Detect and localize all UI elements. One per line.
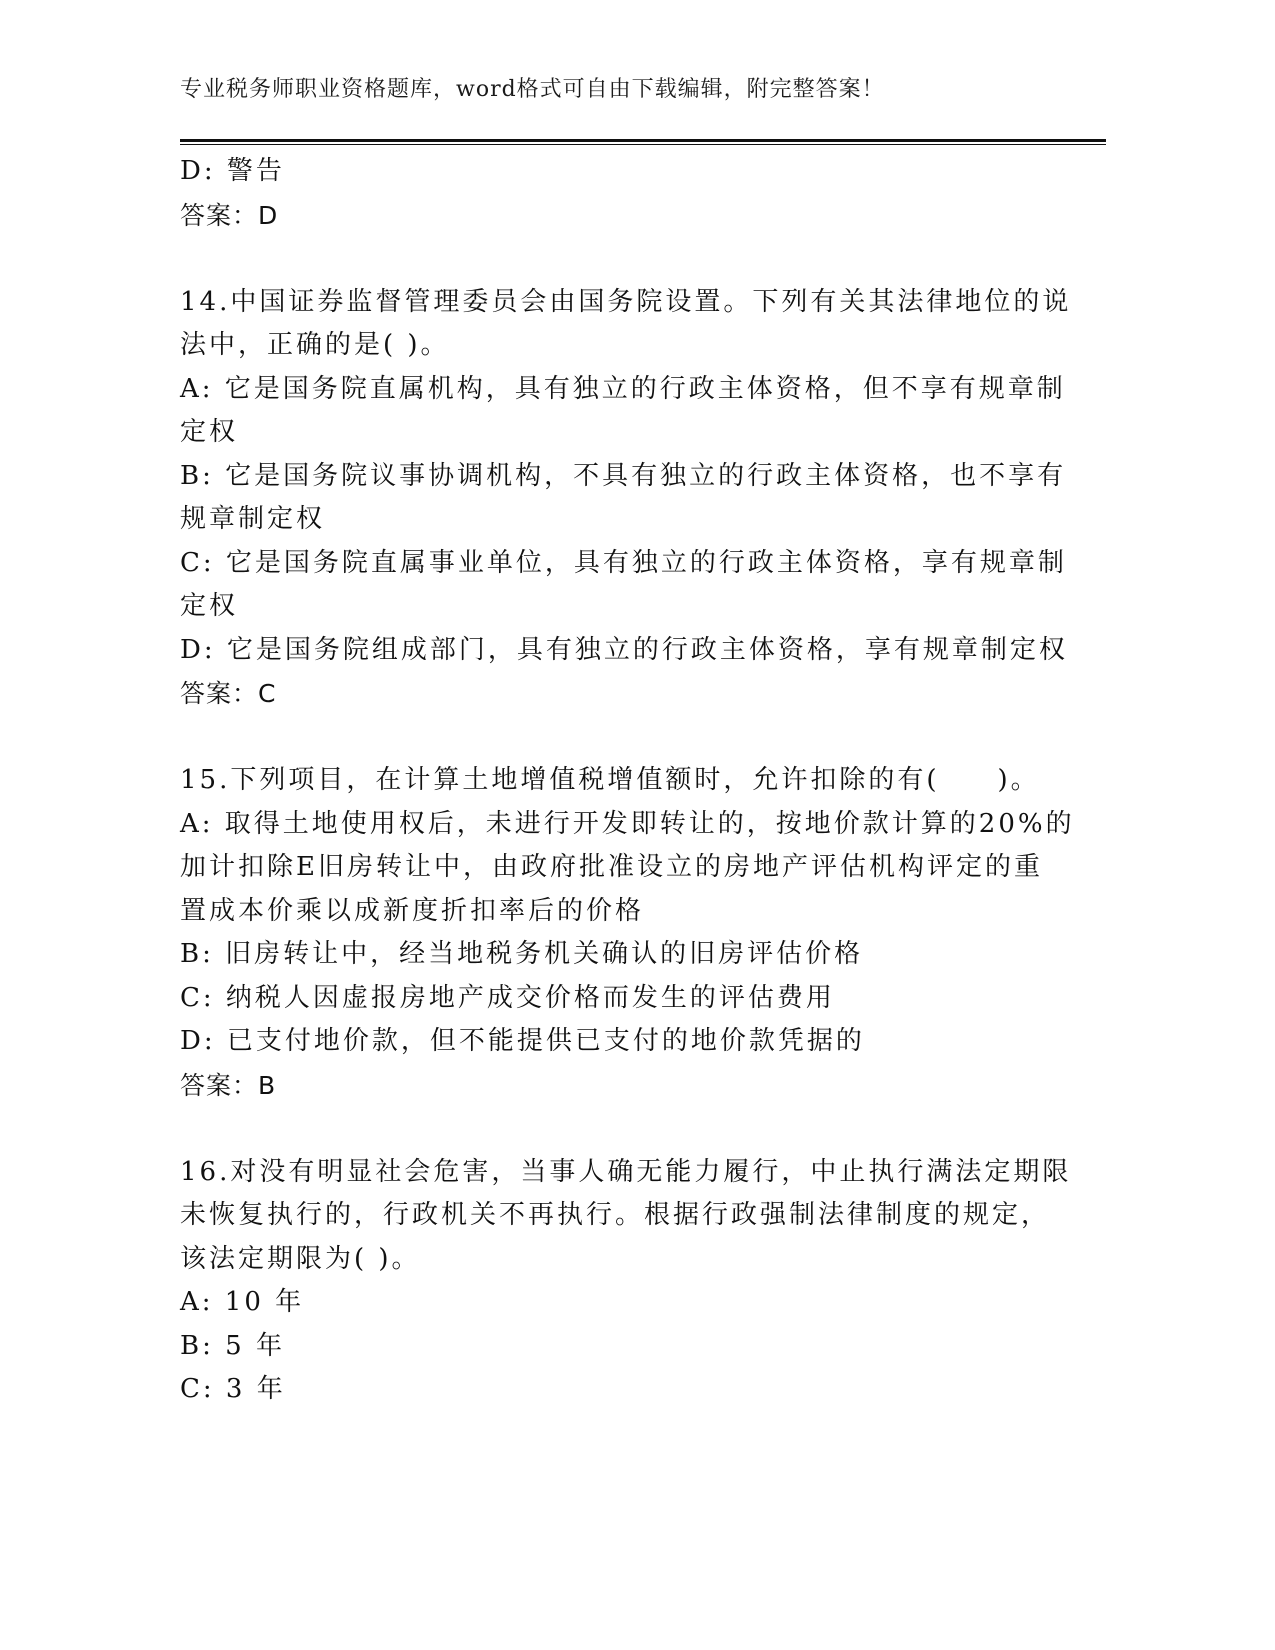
option-b: 规章制定权 (180, 504, 326, 534)
option-b: B: 5 年 (180, 1330, 285, 1361)
option-c: 定权 (180, 591, 239, 621)
question-stem: 14.中国证券监督管理委员会由国务院设置。下列有关其法律地位的说 (180, 286, 1072, 317)
option-a: A: 它是国务院直属机构，具有独立的行政主体资格，但不享有规章制 (180, 373, 1066, 404)
option-d: D: 警告 (180, 156, 285, 186)
option-a: A: 取得土地使用权后，未进行开发即转让的，按地价款计算的20%的 (180, 808, 1075, 839)
document-body (180, 150, 1075, 1412)
option-a: 加计扣除E旧房转让中，由政府批准设立的房地产评估机构评定的重 (180, 852, 1043, 882)
option-c: C: 它是国务院直属事业单位，具有独立的行政主体资格，享有规章制 (180, 547, 1067, 578)
question-16 (180, 1151, 1072, 1412)
question-13-tail (180, 150, 1040, 237)
question-14 (180, 281, 1072, 716)
spacer (180, 1107, 1040, 1151)
option-d: D: 已支付地价款，但不能提供已支付的地价款凭据的 (180, 1026, 865, 1056)
option-c: C: 3 年 (180, 1374, 286, 1404)
spacer (180, 237, 1040, 281)
option-d: D: 它是国务院组成部门，具有独立的行政主体资格，享有规章制定权 (180, 634, 1068, 665)
question-stem: 未恢复执行的，行政机关不再执行。根据行政强制法律制度的规定， (180, 1200, 1051, 1230)
question-15 (180, 759, 1075, 1107)
question-stem: 15.下列项目，在计算土地增值税增值额时，允许扣除的有( )。 (180, 765, 1040, 795)
option-b: B: 旧房转让中，经当地税务机关确认的旧房评估价格 (180, 939, 864, 969)
answer-line: 答案：D (180, 200, 279, 230)
question-stem: 法中，正确的是( )。 (180, 330, 450, 360)
page-header: 专业税务师职业资格题库，word格式可自由下载编辑，附完整答案！ (180, 77, 885, 102)
answer-line: 答案：C (180, 679, 277, 708)
option-b: B: 它是国务院议事协调机构，不具有独立的行政主体资格，也不享有 (180, 460, 1067, 491)
option-a: 定权 (180, 417, 239, 447)
header-rule-thin (180, 144, 1106, 145)
question-stem: 该法定期限为( )。 (180, 1243, 421, 1274)
spacer (180, 716, 1040, 760)
option-c: C: 纳税人因虚报房地产成交价格而发生的评估费用 (180, 982, 835, 1013)
answer-line: 答案：B (180, 1070, 277, 1100)
option-a: 置成本价乘以成新度折扣率后的价格 (180, 895, 645, 926)
question-stem: 16.对没有明显社会危害，当事人确无能力履行，中止执行满法定期限 (180, 1156, 1072, 1187)
header-rule-thick (180, 139, 1106, 142)
option-a: A: 10 年 (180, 1287, 305, 1317)
